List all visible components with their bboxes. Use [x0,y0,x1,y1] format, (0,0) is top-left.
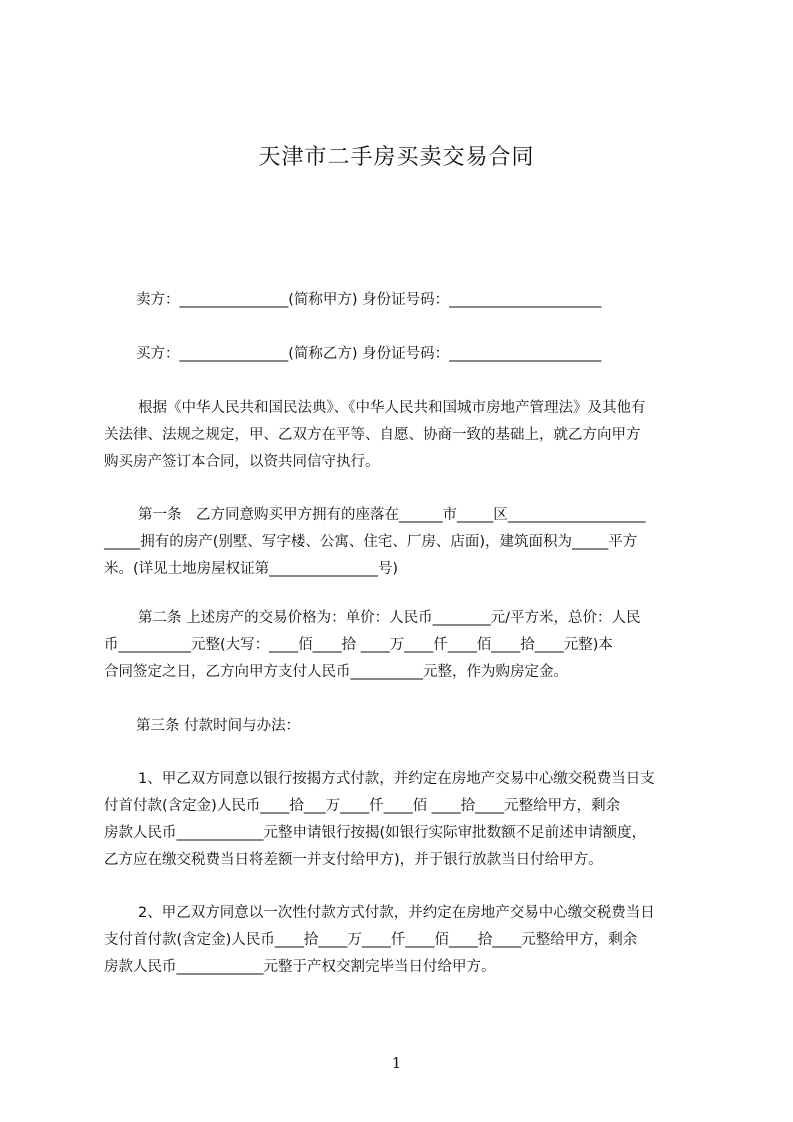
article-1-paragraph [104,502,704,583]
article-1-line: _____拥有的房产(别墅、写字楼、公寓、住宅、厂房、店面)，建筑面积为_____平方 [104,534,638,550]
preamble-line: 购买房产签订本合同，以资共同信守执行。 [104,454,380,470]
clause-1-line: 房款人民币____________元整申请银行按揭(如银行实际审批数额不足前述申请额度， [104,825,647,841]
article-2-line: 币__________元整(大写：____佰____拾 ____万____仟____佰____拾____元整)本 [104,637,613,653]
seller-line: 卖方：_______________(简称甲方) 身份证号码：_____________________ [136,292,602,308]
preamble-line: 关法律、法规之规定，甲、乙双方在平等、自愿、协商一致的基础上，就乙方向甲方 [104,427,641,443]
article-2-paragraph [104,605,704,686]
clause-1-paragraph [104,766,704,874]
buyer-line: 买方：_______________(简称乙方) 身份证号码：_____________________ [136,346,602,362]
document-title: 天津市二手房买卖交易合同 [258,145,535,170]
article-2-line: 第二条 上述房产的交易价格为：单价：人民币________元/平方米，总价：人民 [138,610,641,626]
preamble-paragraph [104,395,704,476]
article-1-line: 米。(详见土地房屋权证第_______________号) [104,561,399,577]
clause-1-line: 付首付款(含定金)人民币____拾___万____仟____佰 ____拾____元整给甲方，剩余 [104,798,621,814]
preamble-line: 根据《中华人民共和国民法典》、《中华人民共和国城市房地产管理法》及其他有 [138,400,646,416]
article-3-heading: 第三条 付款时间与办法： [136,718,301,734]
clause-1-line: 乙方应在缴交税费当日将差额一并支付给甲方)，并于银行放款当日付给甲方。 [104,852,603,868]
clause-2-paragraph [104,900,704,981]
article-1-line: 第一条 乙方同意购买甲方拥有的座落在______市_____区___________________ [138,507,646,523]
article-2-line: 合同签定之日，乙方向甲方支付人民币__________元整，作为购房定金。 [104,664,568,680]
page-number: 1 [391,1054,402,1072]
clause-2-line: 2、甲乙双方同意以一次性付款方式付款，并约定在房地产交易中心缴交税费当日 [138,905,655,921]
clause-2-line: 房款人民币____________元整于产权交割完毕当日付给甲方。 [104,959,496,975]
clause-2-line: 支付首付款(含定金)人民币____拾____万____仟____佰____拾____元整给甲方，剩余 [104,932,638,948]
clause-1-line: 1、甲乙双方同意以银行按揭方式付款，并约定在房地产交易中心缴交税费当日支 [138,771,655,787]
